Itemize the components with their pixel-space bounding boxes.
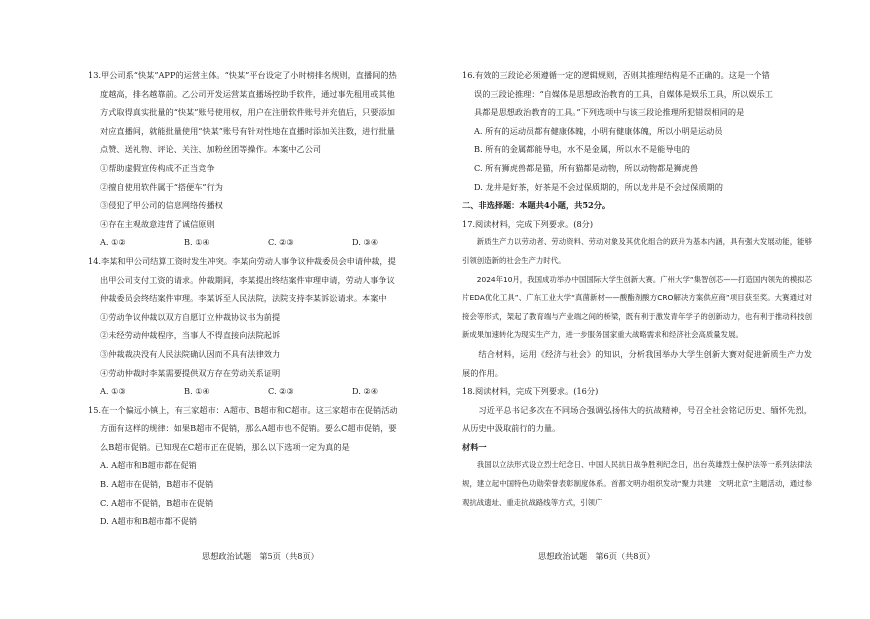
section-heading: 二、非选择题：本题共4小题，共52分。: [462, 200, 611, 211]
question-text-line: 15.在一个偏远小镇上，有三家超市：A超市、B超市和C超市。这三家超市在促销活动: [88, 404, 398, 415]
question-18: [462, 382, 812, 512]
statement-item: ③侵犯了甲公司的信息网络传播权: [100, 200, 223, 211]
statement-item: ②擅自使用软件属于“搭便车”行为: [100, 181, 223, 192]
question-prompt: 结合材料，运用《经济与社会》的知识，分析我国举办大学生创新大赛对促进新质生产力发展的作用。: [462, 348, 812, 378]
question-text-line: 仲裁委员会终结案件审理。李某诉至人民法院，法院支持李某诉讼请求。本案中: [100, 293, 387, 304]
material-paragraph: 新质生产力以劳动者、劳动资料、劳动对象及其优化组合的跃升为基本内涵，具有强大发展动能，能够引领创造新的社会生产力时代。: [462, 237, 812, 265]
answer-choice-c: C. ②③: [268, 237, 294, 248]
answer-option: B. 所有的金属都能导电，水不是金属，所以水不是能导电的: [474, 144, 690, 155]
question-text-line: 误的三段论推理：“自媒体是思想政治教育的工具，自媒体是娱乐工具，所以娱乐工: [474, 88, 773, 99]
statement-item: ①劳动争议仲裁以双方自愿订立仲裁协议书为前提: [100, 311, 281, 322]
question-intro: 习近平总书记多次在不同场合强调弘扬伟大的抗战精神，号召全社会铭记历史、缅怀先烈，从历史中汲取前行的力量。: [462, 404, 812, 434]
question-17: [462, 215, 812, 382]
material-paragraph: 2024年10月，我国成功举办中国国际大学生创新大赛。广州大学“集智创芯——打造国内领先的模拟芯片EDA优化工具”、广东工业大学“真菌新材——酸酯剂酸方CRO解决方案供应商”项目获至奖。大赛通过对接会等形式，架起了教育端与产业端之间的桥梁，既有利于激发青年学子的创新动力，也有利于推动科技创新成果加速转化为现实生产力，进一步服务国家重大战略需求和经济社会高质量发展。: [462, 274, 812, 340]
question-text-line: 方面有这样的规律：如果B超市不促销，那么A超市也不促销。要么C超市促销，要: [100, 423, 397, 434]
answer-choice-a: A. ①③: [100, 386, 126, 397]
answer-option: C. A超市不促销，B超市在促销: [100, 497, 214, 508]
material-title: 材料一: [462, 441, 487, 452]
answer-option: B. A超市在促销，B超市不促销: [100, 479, 214, 490]
question-15: [88, 401, 440, 531]
question-header: 17.阅读材料，完成下列要求。(8分): [462, 218, 594, 229]
answer-choices: [88, 382, 440, 401]
question-text-line: 16.有效的三段论必须遵循一定的逻辑规则，否则其推理结构是不正确的。这是一个错: [462, 70, 770, 80]
page-footer-left: 思想政治试题 第5页（共8页）: [202, 551, 319, 561]
right-page-column: [462, 66, 812, 512]
answer-choice-d: D. ②④: [352, 386, 379, 397]
question-16: [462, 66, 812, 196]
material-paragraph: 我国以立法形式设立烈士纪念日、中国人民抗日战争胜利纪念日，出台英雄烈士保护法等一系列法律法规，建立起中国特色功勋荣誉表彰制度体系。首都文明办组织发动“聚力共建 文明北京”主题活动，通过参观抗战遗址、重走抗战路线等方式，引领广: [462, 460, 812, 507]
question-text-line: 么B超市促销。已知现在C超市正在促销，那么以下选项一定为真的是: [100, 441, 350, 452]
statement-item: ③仲裁裁决没有人民法院确认因而不具有法律效力: [100, 348, 281, 359]
question-text-line: 度越高，排名越靠前。乙公司开发运营某直播场控助手软件，通过事先租用或其他: [100, 88, 395, 99]
question-text-line: 方式取得真实批量的“快某”账号使用权，用户在注册软件账号并充值后，只要添加: [100, 107, 395, 118]
answer-choice-d: D. ③④: [352, 237, 379, 248]
statement-item: ④存在主观故意违背了诚信原则: [100, 218, 215, 229]
statement-item: ①帮助虚假宣传构成不正当竞争: [100, 162, 215, 173]
answer-option: D. A超市和B超市都不促销: [100, 516, 198, 527]
question-header: 18.阅读材料，完成下列要求。(16分): [462, 386, 599, 397]
question-14: [88, 252, 440, 401]
question-text-line: 具都是思想政治教育的工具。”下列选项中与该三段论推理所犯错误相同的是: [474, 107, 745, 118]
answer-choice-c: C. ②③: [268, 386, 294, 397]
answer-choices: [88, 233, 440, 252]
question-text-line: 对应直播间，就能批量使用“快某”账号有针对性地在直播时添加关注数，进行批量: [100, 125, 395, 136]
question-13: [88, 66, 440, 252]
question-text-line: 点赞、送礼物、评论、关注、加粉丝团等操作。本案中乙公司: [100, 144, 322, 155]
question-text-line: 14.李某和甲公司结算工资时发生冲突。李某向劳动人事争议仲裁委员会申请仲裁，提: [88, 255, 396, 266]
answer-option: C. 所有狮虎兽都是猫，所有猫都是动物，所以动物都是狮虎兽: [474, 162, 699, 173]
question-text-line: 出甲公司支付工资的请求。仲裁期间，李某提出终结案件审理申请，劳动人事争议: [100, 274, 395, 285]
question-text-line: 13.甲公司系“快某”APP的运营主体。“快某”平台设定了小时榜排名规则，直播间的热: [88, 70, 397, 80]
answer-option: A. A超市和B超市都在促销: [100, 460, 197, 471]
statement-item: ②未经劳动仲裁程序，当事人不得直接向法院起诉: [100, 330, 281, 341]
answer-choice-a: A. ①②: [100, 237, 126, 248]
answer-choice-b: B. ①④: [184, 237, 210, 248]
statement-item: ④劳动仲裁时李某需要提供双方存在劳动关系证明: [100, 367, 281, 378]
answer-option: A. 所有的运动员都有健康体魄，小明有健康体魄，所以小明是运动员: [474, 125, 723, 136]
page-footer-right: 思想政治试题 第6页（共8页）: [538, 551, 655, 561]
answer-option: D. 龙井是好茶，好茶是不会过保质期的，所以龙井是不会过保质期的: [474, 181, 723, 192]
answer-choice-b: B. ①④: [184, 386, 210, 397]
left-page-column: [88, 66, 440, 531]
